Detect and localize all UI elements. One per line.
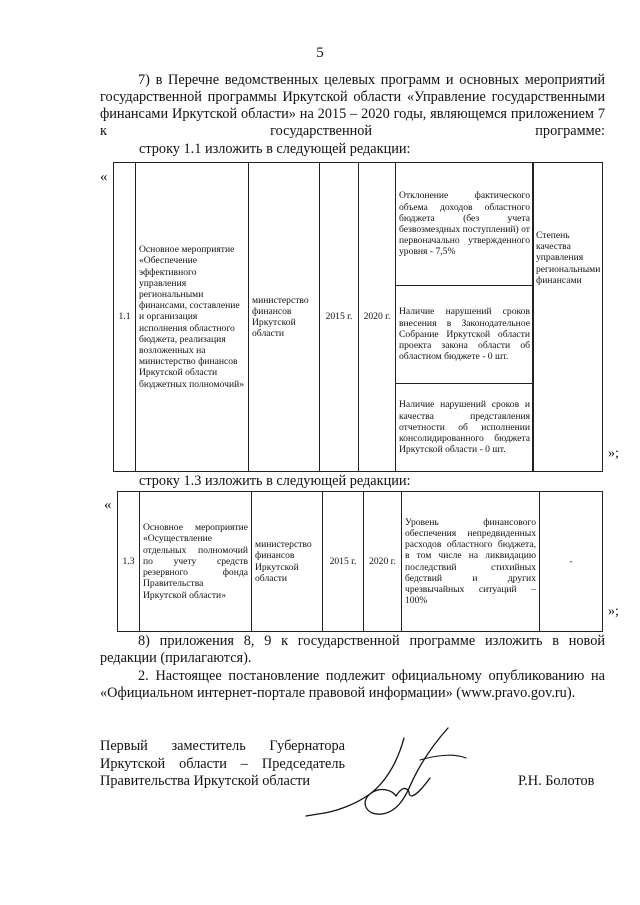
target-indicator: Степень качества управления региональными финансами xyxy=(533,163,603,472)
table-row-1-1 xyxy=(113,162,534,472)
paragraph-2: 2. Настоящее постановление подлежит официальному опубликованию на «Официальном интернет-портале правовой информации» (www.pravo.gov.ru). xyxy=(100,668,605,701)
row-number: 1.1 xyxy=(114,163,136,472)
signatory-name: Р.Н. Болотов xyxy=(518,773,595,789)
signatory-line-1: Первый заместитель Губернатора xyxy=(100,738,345,754)
activity-name: Основное мероприятие «Обеспечение эффективного управления региональными финансами, составление и организация исполнения областного бюджета, реализация возложенных на министерство финансов Иркутской области бюджетных полномочий» xyxy=(136,163,249,472)
table-row-1-3 xyxy=(117,491,603,632)
end-year: 2020 г. xyxy=(364,492,402,632)
opening-quote-1: « xyxy=(100,169,108,185)
signatory-line-3: Правительства Иркутской области xyxy=(100,773,311,789)
page-number: 5 xyxy=(316,45,324,61)
start-year: 2015 г. xyxy=(320,163,359,472)
target-indicator: - xyxy=(540,492,603,632)
indicator-3: Наличие нарушений сроков и качества представления отчетности об исполнении консолидированного бюджета Иркутской области - 0 шт. xyxy=(396,384,534,472)
executor: министерство финансов Иркутской области xyxy=(249,163,320,472)
row-number: 1.3 xyxy=(118,492,140,632)
indicator-2: Наличие нарушений сроков внесения в Законодательное Собрание Иркутской области проекта закона области об областном бюджете - 0 шт. xyxy=(396,286,534,384)
lead-row-1-1: строку 1.1 изложить в следующей редакции: xyxy=(139,141,411,157)
closing-quote-2: »; xyxy=(608,604,619,619)
handwritten-signature xyxy=(300,720,470,820)
executor: министерство финансов Иркутской области xyxy=(252,492,323,632)
paragraph-8: 8) приложения 8, 9 к государственной программе изложить в новой редакции (прилагаются). xyxy=(100,633,605,666)
indicator: Уровень финансового обеспечения непредвиденных расходов областного бюджета, в том числе на ликвидацию последствий стихийных бедствий и других чрезвычайных ситуаций – 100% xyxy=(402,492,540,632)
signatory-line-2: Иркутской области – Председатель xyxy=(100,755,345,772)
lead-row-1-3: строку 1.3 изложить в следующей редакции: xyxy=(139,473,411,489)
closing-quote-1: »; xyxy=(608,446,619,461)
table-row-1-1-target xyxy=(532,162,603,472)
opening-quote-2: « xyxy=(104,497,112,513)
paragraph-7: 7) в Перечне ведомственных целевых программ и основных мероприятий государственной программы Иркутской области «Управление государственными финансами Иркутской области» на 2015 – 2020 годы, являющемся приложением 7 к государственной программе: xyxy=(100,72,605,139)
end-year: 2020 г. xyxy=(359,163,396,472)
indicator-1: Отклонение фактического объема доходов областного бюджета (без учета безвозмездных поступлений) от первоначально утвержденного уровня - 7,5% xyxy=(396,163,534,286)
activity-name: Основное мероприятие «Осуществление отдельных полномочий по учету средств резервного фонда Правительства Иркутской области» xyxy=(140,492,252,632)
start-year: 2015 г. xyxy=(323,492,364,632)
